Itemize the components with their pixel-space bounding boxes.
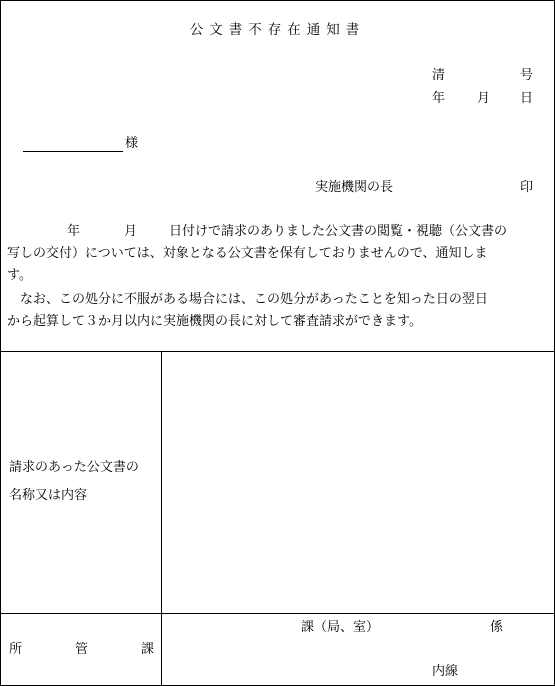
date-day: 日 <box>520 91 534 106</box>
extension-label: 内線 <box>432 664 459 679</box>
addressee-underline <box>23 151 123 152</box>
table-row-divider <box>1 613 554 614</box>
addressee-suffix: 様 <box>125 136 139 151</box>
body-month: 月 <box>124 224 138 239</box>
body-year: 年 <box>67 224 81 239</box>
date-month: 月 <box>477 91 491 106</box>
row2-label-char3: 課 <box>141 642 155 657</box>
body-line4: なお、この処分に不服がある場合には、この処分があったことを知った日の翌日 <box>20 292 488 307</box>
section-label: 係 <box>490 620 504 635</box>
row2-label-char1: 所 <box>9 642 23 657</box>
seal-mark: 印 <box>520 180 534 195</box>
number-suffix: 号 <box>520 68 534 83</box>
row1-label-line2: 名称又は内容 <box>9 488 88 503</box>
document-title: 公文書不存在通知書 <box>189 22 366 38</box>
row2-label-char2: 管 <box>75 642 89 657</box>
body-line5: から起算して３か月以内に実施機関の長に対して審査請求ができます。 <box>7 314 422 329</box>
row1-content-cell[interactable] <box>162 352 554 613</box>
body-line3: す。 <box>7 268 32 283</box>
body-line2: 写しの交付）については、対象となる公文書を保有しておりませんので、通知しま <box>7 246 488 261</box>
issuer-name: 実施機関の長 <box>315 180 394 195</box>
number-prefix: 清 <box>432 68 446 83</box>
date-year: 年 <box>432 91 446 106</box>
department-label: 課（局、室） <box>301 620 380 635</box>
row1-label-line1: 請求のあった公文書の <box>9 460 139 475</box>
body-line1-text: 日付けで請求のありました公文書の閲覧・視聴（公文書の <box>169 224 508 239</box>
